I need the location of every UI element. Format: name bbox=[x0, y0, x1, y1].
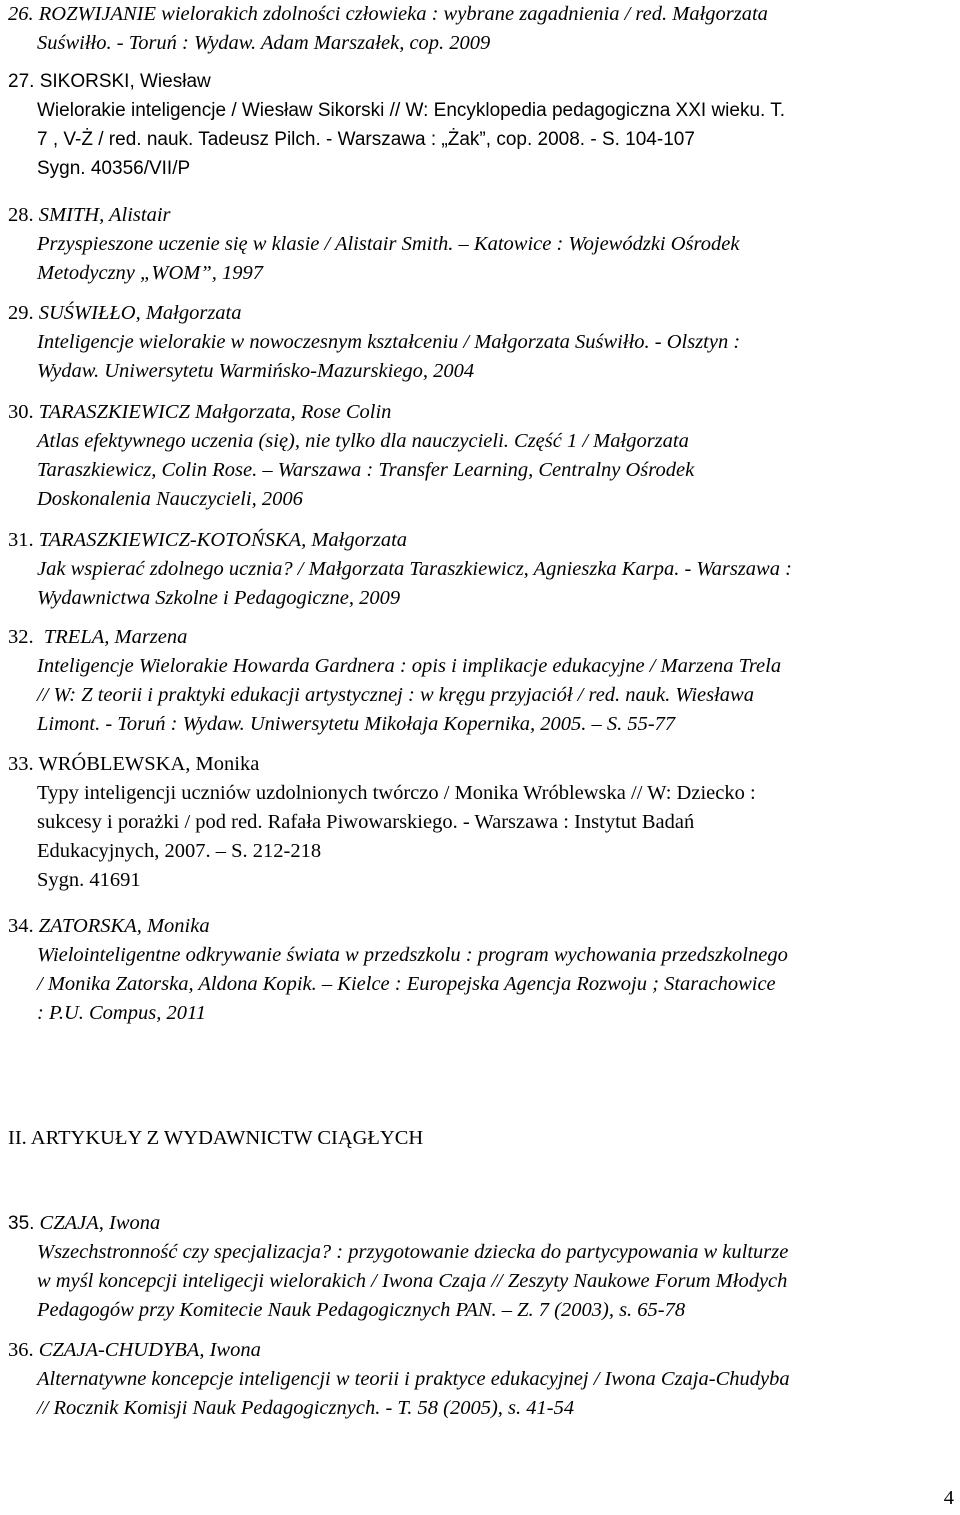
entry-line: Alternatywne koncepcje inteligencji w teorii i praktyce edukacyjnej / Iwona Czaja-Chudyba bbox=[37, 1368, 790, 1390]
entry-line: Wielorakie inteligencje / Wiesław Sikorski // W: Encyklopedia pedagogiczna XXI wieku. T. bbox=[37, 100, 786, 121]
entry-line: 26. ROZWIJANIE wielorakich zdolności człowieka : wybrane zagadnienia / red. Małgorzata bbox=[8, 3, 768, 25]
bibliography-entry-31 bbox=[8, 526, 948, 613]
entry-number: 29. bbox=[8, 302, 34, 324]
entry-line: Wydawnictwa Szkolne i Pedagogiczne, 2009 bbox=[37, 587, 401, 609]
entry-author: SUŚWIŁŁO, Małgorzata bbox=[38, 302, 242, 324]
entry-author: TARASZKIEWICZ-KOTOŃSKA, Małgorzata bbox=[38, 529, 408, 551]
entry-author: WRÓBLEWSKA, Monika bbox=[38, 753, 260, 775]
bibliography-entry-33 bbox=[8, 750, 948, 895]
entry-author: SMITH, Alistair bbox=[38, 204, 171, 226]
bibliography-entry-32 bbox=[8, 623, 948, 739]
entry-line: Inteligencje wielorakie w nowoczesnym kształceniu / Małgorzata Suświłło. - Olsztyn : bbox=[37, 331, 741, 353]
entry-line: Pedagogów przy Komitecie Nauk Pedagogicznych PAN. – Z. 7 (2003), s. 65-78 bbox=[37, 1299, 686, 1321]
entry-line: Wydaw. Uniwersytetu Warmińsko-Mazurskiego, 2004 bbox=[37, 360, 475, 382]
entry-line: // Rocznik Komisji Nauk Pedagogicznych. - T. 58 (2005), s. 41-54 bbox=[37, 1397, 575, 1419]
entry-author: CZAJA-CHUDYBA, Iwona bbox=[38, 1339, 261, 1361]
entry-line: Przyspieszone uczenie się w klasie / Alistair Smith. – Katowice : Wojewódzki Ośrodek bbox=[37, 233, 740, 255]
entry-line: Taraszkiewicz, Colin Rose. – Warszawa : Transfer Learning, Centralny Ośrodek bbox=[37, 459, 695, 481]
entry-line: Jak wspierać zdolnego ucznia? / Małgorzata Taraszkiewicz, Agnieszka Karpa. - Warszawa : bbox=[37, 558, 792, 580]
entry-line: Wielointeligentne odkrywanie świata w przedszkolu : program wychowania przedszkolnego bbox=[37, 944, 788, 966]
entry-number: 33. bbox=[8, 753, 34, 775]
bibliography-entry-30 bbox=[8, 398, 948, 514]
entry-line: Metodyczny „WOM”, 1997 bbox=[37, 262, 264, 284]
entry-line: sukcesy i porażki / pod red. Rafała Piwowarskiego. - Warszawa : Instytut Badań bbox=[37, 811, 695, 833]
bibliography-entry-35 bbox=[8, 1209, 948, 1325]
entry-line: Edukacyjnych, 2007. – S. 212-218 bbox=[37, 840, 322, 862]
entry-line: Doskonalenia Nauczycieli, 2006 bbox=[37, 488, 303, 510]
entry-number: 32. bbox=[8, 626, 34, 648]
entry-number: 31. bbox=[8, 529, 34, 551]
bibliography-entry-29 bbox=[8, 299, 948, 386]
entry-line: : P.U. Compus, 2011 bbox=[37, 1002, 206, 1024]
entry-author: ZATORSKA, Monika bbox=[38, 915, 210, 937]
entry-line: // W: Z teorii i praktyki edukacji artystycznej : w kręgu przyjaciół / red. nauk. Wiesława bbox=[37, 684, 754, 706]
bibliography-entry-28 bbox=[8, 201, 948, 288]
entry-author: CZAJA, Iwona bbox=[39, 1212, 161, 1234]
entry-line: Sygn. 40356/VII/P bbox=[37, 158, 191, 179]
entry-line: Limont. - Toruń : Wydaw. Uniwersytetu Mikołaja Kopernika, 2005. – S. 55-77 bbox=[37, 713, 676, 735]
entry-number: 34. bbox=[8, 915, 34, 937]
entry-author: TRELA, Marzena bbox=[43, 626, 188, 648]
bibliography-entry-36 bbox=[8, 1336, 948, 1423]
bibliography-entry-27 bbox=[8, 67, 948, 183]
entry-line: / Monika Zatorska, Aldona Kopik. – Kielce : Europejska Agencja Rozwoju ; Starachowice bbox=[37, 973, 776, 995]
entry-author: TARASZKIEWICZ Małgorzata, Rose Colin bbox=[38, 401, 392, 423]
entry-line: 27. SIKORSKI, Wiesław bbox=[8, 71, 211, 92]
entry-number: 35. bbox=[8, 1213, 35, 1234]
entry-line: Sygn. 41691 bbox=[37, 869, 141, 891]
entry-line: Wszechstronność czy specjalizacja? : przygotowanie dziecka do partycypowania w kulturze bbox=[37, 1241, 789, 1263]
bibliography-entry-26 bbox=[8, 0, 948, 58]
bibliography-entry-34 bbox=[8, 912, 948, 1028]
entry-number: 30. bbox=[8, 401, 34, 423]
entry-number: 28. bbox=[8, 204, 34, 226]
entry-line: Atlas efektywnego uczenia (się), nie tylko dla nauczycieli. Część 1 / Małgorzata bbox=[37, 430, 689, 452]
entry-line: Suświłło. - Toruń : Wydaw. Adam Marszałek, cop. 2009 bbox=[37, 32, 491, 54]
section-heading: II. ARTYKUŁY Z WYDAWNICTW CIĄGŁYCH bbox=[8, 1127, 424, 1149]
entry-line: w myśl koncepcji inteligecji wielorakich / Iwona Czaja // Zeszyty Naukowe Forum Młodych bbox=[37, 1270, 788, 1292]
entry-line: Inteligencje Wielorakie Howarda Gardnera : opis i implikacje edukacyjne / Marzena Trela bbox=[37, 655, 782, 677]
entry-number: 36. bbox=[8, 1339, 34, 1361]
page-number: 4 bbox=[943, 1487, 954, 1509]
entry-line: 7 , V-Ż / red. nauk. Tadeusz Pilch. - Warszawa : „Żak”, cop. 2008. - S. 104-107 bbox=[37, 129, 695, 150]
entry-line: Typy inteligencji uczniów uzdolnionych twórczo / Monika Wróblewska // W: Dziecko : bbox=[37, 782, 756, 804]
